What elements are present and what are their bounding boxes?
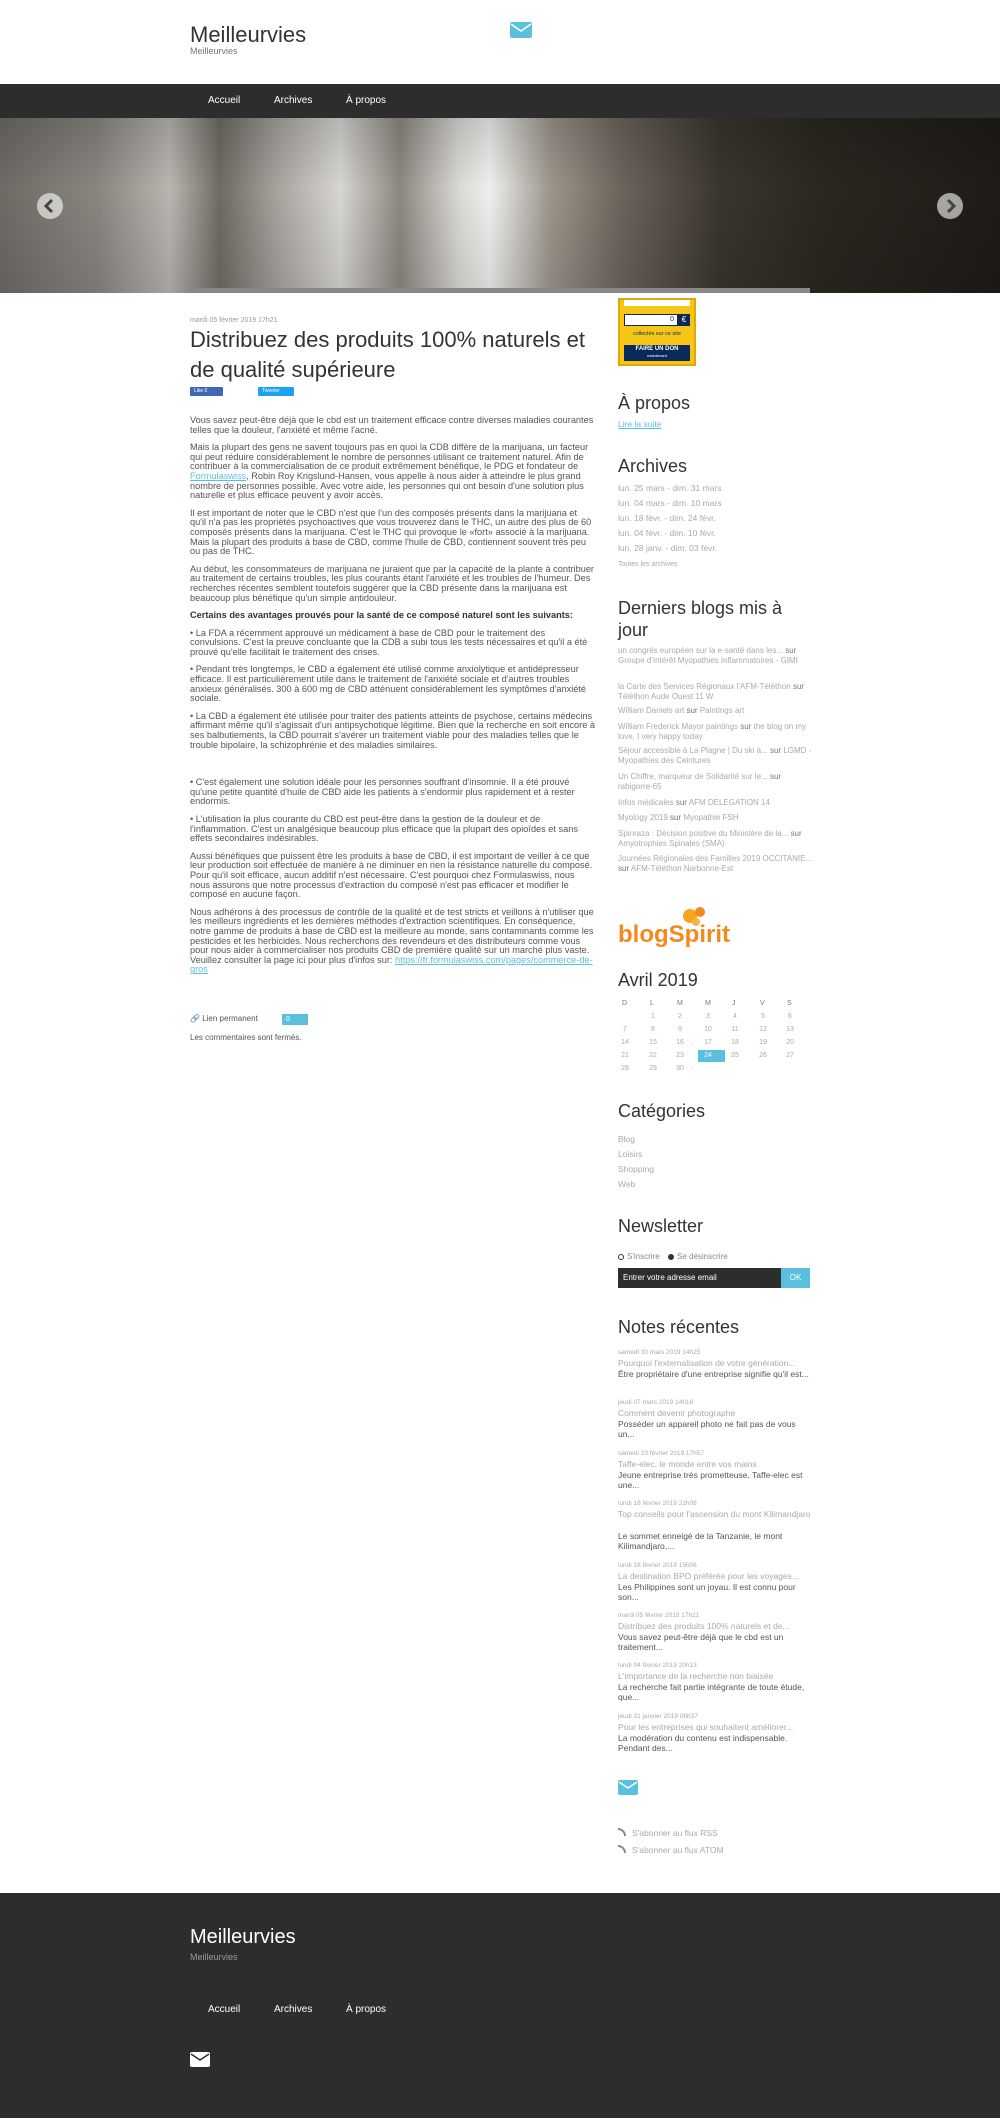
calendar-day[interactable]: 3 — [706, 1013, 710, 1020]
newsletter-heading: Newsletter — [618, 1216, 704, 1236]
blog-item[interactable]: la Carte des Services Régionaux l'AFM-Téléthon sur Téléthon Aude Ouest 11 W — [618, 682, 805, 701]
blog-item[interactable]: un congrès européen sur la e-santé dans les... sur Groupe d'Intérêt Myopathies Inflammatoires - GIMI — [618, 646, 798, 665]
rss-icon — [618, 1828, 626, 1836]
newsletter-ok-button[interactable]: OK — [781, 1268, 810, 1288]
note-title[interactable]: Taffe-elec, le monde entre vos mains — [618, 1459, 757, 1469]
slider-image — [0, 118, 1000, 293]
nav-item-archives[interactable]: Archives — [274, 95, 313, 106]
note-excerpt: La modération du contenu est indispensable. Pendant des... — [618, 1733, 788, 1753]
donation-amount: 0 — [624, 314, 678, 326]
note-title[interactable]: Pour les entreprises qui souhaitent améliorer... — [618, 1722, 794, 1732]
calendar-day[interactable]: 17 — [704, 1039, 712, 1046]
image-slider — [0, 118, 1000, 293]
site-subtitle: Meilleurvies — [190, 46, 238, 56]
note-title[interactable]: Pourquoi l'externalisation de votre génération... — [618, 1358, 796, 1368]
calendar-day[interactable]: 18 — [731, 1039, 739, 1046]
donation-widget — [618, 298, 696, 366]
calendar-day[interactable]: 20 — [786, 1039, 794, 1046]
wholesale-link[interactable]: https://fr.formulaswiss.com/pages/commerce-de-gros — [190, 954, 593, 975]
link-icon: 🔗 — [190, 1014, 200, 1023]
note-date: samedi 23 février 2019 17h57 — [618, 1450, 705, 1457]
calendar-day[interactable]: 27 — [786, 1052, 794, 1059]
calendar-day-header: D — [622, 1000, 628, 1007]
calendar-heading: Avril 2019 — [618, 970, 698, 990]
note-title[interactable]: Top conseils pour l'ascension du mont Kilimandjaro — [618, 1509, 811, 1519]
calendar-day[interactable]: 4 — [733, 1013, 737, 1020]
post-body — [190, 416, 595, 983]
all-archives-link[interactable]: Toutes les archives — [618, 561, 678, 568]
footer-site-title[interactable]: Meilleurvies — [190, 1926, 296, 1948]
footer-mail-icon[interactable] — [190, 2052, 210, 2072]
calendar-day[interactable]: 12 — [759, 1026, 767, 1033]
calendar-day-header: L — [650, 1000, 654, 1007]
donation-collected: collectés sur ce site — [633, 331, 681, 337]
site-footer — [0, 1893, 1000, 2118]
note-excerpt: La recherche fait partie intégrante de toute étude, que... — [618, 1682, 805, 1702]
benefit-item: • La FDA a récemment approuvé un médicament à base de CBD pour le traitement des convulsions. C'est la preuve concluante que la CDB a subi tous les tests nécessaires et qu'il a été prouvé qu'elle facilitait le traitement des crises. — [190, 627, 588, 657]
newsletter-email-input[interactable]: Entrer votre adresse email — [618, 1268, 781, 1288]
blog-item[interactable]: Journées Régionales des Familles 2019 OCCITANIE... sur AFM-Téléthon Narbonne-Est — [618, 854, 813, 873]
calendar-day[interactable]: 23 — [676, 1052, 684, 1059]
nav-item-accueil[interactable]: Accueil — [208, 95, 241, 106]
category-item[interactable]: Loisirs — [618, 1149, 643, 1159]
calendar-day[interactable]: 19 — [759, 1039, 767, 1046]
footer-nav-accueil[interactable]: Accueil — [208, 2004, 241, 2015]
note-excerpt: Vous savez peut-être déjà que le cbd est un traitement... — [618, 1632, 784, 1652]
atom-link[interactable]: S'abonner au flux ATOM — [618, 1845, 724, 1855]
category-item[interactable]: Blog — [618, 1134, 636, 1144]
calendar-day[interactable]: 14 — [621, 1039, 629, 1046]
post-paragraph: Au début, les consommateurs de marijuana ne juraient que par la capacité de la plante à contribuer au traitement de certains troubles, les plus courants étant l'anxiété et les troubles de l'humeur. Des recherches récentes semblent toutefois suggérer que la CBD présente dans la marijuana est beaucoup plus bénéfique qu'un simple antidouleur. — [190, 563, 594, 603]
note-date: jeudi 31 janvier 2019 06h37 — [618, 1713, 698, 1720]
mail-icon[interactable] — [510, 22, 532, 43]
about-read-more[interactable]: Lire la suite — [618, 419, 662, 429]
calendar-day[interactable]: 5 — [761, 1013, 765, 1020]
calendar-day[interactable]: 21 — [621, 1052, 629, 1059]
note-excerpt: Être propriétaire d'une entreprise signifie qu'il est... — [618, 1369, 809, 1379]
calendar-day[interactable]: 6 — [788, 1013, 792, 1020]
calendar-day[interactable]: 28 — [621, 1065, 629, 1072]
note-date: lundi 18 février 2019 22h08 — [618, 1500, 697, 1507]
calendar-day[interactable]: 16 — [676, 1039, 684, 1046]
subscribe-radio[interactable]: S'inscrire — [618, 1252, 660, 1261]
slider-next-icon[interactable] — [937, 193, 963, 219]
blogs-heading: Derniers blogs mis à — [618, 598, 783, 618]
calendar-day[interactable]: 8 — [651, 1026, 655, 1033]
unsubscribe-radio[interactable]: Se désinscrire — [668, 1252, 728, 1261]
archive-item[interactable]: lun. 28 janv. - dim. 03 févr. — [618, 543, 718, 553]
calendar-day-header: V — [760, 1000, 765, 1007]
calendar-day[interactable]: 7 — [623, 1026, 627, 1033]
archive-item[interactable]: lun. 18 févr. - dim. 24 févr. — [618, 513, 716, 523]
comment-count-badge[interactable]: 0 — [282, 1014, 308, 1025]
euro-icon: € — [678, 314, 690, 326]
note-title[interactable]: La destination BPO préférée pour les voyages... — [618, 1571, 799, 1581]
post-paragraph: Il est important de noter que le CBD n'est que l'un des composés présents dans la marijuana et qu'il n'a pas les propriétés psychoactives que vous trouverez dans le THC, un autre des plus de 60 composés présents dans la marijuana. C'est le THC qui provoque le «fort» associé à la marijuana. Mais la plupart des produits à base de CBD, comme l'huile de CBD, contiennent souvent très peu ou pas de THC. — [190, 507, 592, 557]
note-date: mardi 05 février 2019 17h21 — [618, 1612, 700, 1619]
calendar-day[interactable]: 15 — [649, 1039, 657, 1046]
benefit-item: • La CBD a également été utilisée pour traiter des patients atteints de psychose, certains médecins affirmant même qu'il s'agissait d'un antipsychotique légitime. Bien que la recherche en soit encore à ses balbutiements, la CBD pourrait s'avérer un traitement viable pour des maladies telles que le trouble bipolaire, la schizophrénie et des maladies similaires. — [190, 710, 595, 750]
calendar-day[interactable]: 29 — [649, 1065, 657, 1072]
post-paragraph: Vous savez peut-être déjà que le cbd est un traitement efficace contre diverses maladies courantes telles que la douleur, l'anxiété et même l'acné. — [190, 415, 594, 435]
blog-item[interactable]: William Frederick Mayor paintings sur the blog on my love, I very happy today — [618, 722, 807, 741]
blog-item[interactable]: Spinraza : Décision positive du Ministère de la... sur Amyotrophies Spinales (SMA) — [618, 829, 802, 848]
note-excerpt: Jeune entreprise très prometteuse, Taffe-elec est une... — [618, 1470, 803, 1490]
note-excerpt: Le sommet enneigé de la Tanzanie, le mont Kilimandjaro,... — [618, 1531, 783, 1551]
note-excerpt: Posséder un appareil photo ne fait pas de vous un... — [618, 1419, 796, 1439]
calendar-day-header: M — [705, 1000, 711, 1007]
archive-item[interactable]: lun. 04 mars - dim. 10 mars — [618, 498, 722, 508]
footer-site-subtitle: Meilleurvies — [190, 1952, 238, 1962]
note-excerpt: Les Philippines sont un joyau. Il est connu pour son... — [618, 1582, 796, 1602]
blog-item[interactable]: Séjour accessible à La Plagne | Du ski à... sur LGMD - Myopathies des Ceintures — [618, 746, 812, 765]
categories-heading: Catégories — [618, 1101, 706, 1121]
nav-item-a-propos[interactable]: À propos — [346, 95, 387, 106]
formulaswiss-link[interactable]: Formulaswiss — [190, 470, 247, 481]
benefit-item: • Pendant très longtemps, le CBD a également été utilisé comme anxiolytique et antidépresseur efficace. Il est particulièrement utile dans le traitement de l'anxiété sociale et d'autres troubles anxieux généralisés. 300 à 600 mg de CBD atténuent considérablement les symptômes d'anxiété sociale. — [190, 664, 587, 704]
footer-nav-archives[interactable]: Archives — [274, 2004, 313, 2015]
note-date: lundi 18 février 2019 15h06 — [618, 1562, 697, 1569]
slider-prev-icon[interactable] — [37, 193, 63, 219]
mail-icon[interactable] — [618, 1780, 638, 1800]
archive-item[interactable]: lun. 04 févr. - dim. 10 févr. — [618, 528, 716, 538]
rss-icon — [618, 1845, 626, 1853]
about-heading: À propos — [618, 393, 691, 413]
benefits-heading: Certains des avantages prouvés pour la santé de ce composé naturel sont les suivants: — [190, 610, 573, 621]
post-paragraph: Nous adhérons à des processus de contrôle de la qualité et de test stricts et veillons à n'utiliser que les meilleurs ingrédients et les dernières méthodes d'extraction scientifiques. En conséquence, notre gamme de produits à base de CBD est la meilleure au monde, sans contaminants comme les pesticides et les herbicides. Nous recherchons des revendeurs et des distributeurs comme vous pour nous aider à commercialiser nos produits CBD de première qualité sur un marché plus vaste. Veuillez consulter la page ici pour plus d'infos sur: https://fr.formulaswiss.com/pages/commerce-de-gros — [190, 906, 594, 975]
calendar-day[interactable]: 1 — [651, 1013, 655, 1020]
recent-notes-heading: Notes récentes — [618, 1317, 740, 1337]
note-title[interactable]: Distribuez des produits 100% naturels et de... — [618, 1621, 790, 1631]
calendar-day-header: J — [732, 1000, 736, 1007]
calendar-day[interactable]: 13 — [786, 1026, 794, 1033]
blogs-heading-2: jour — [618, 620, 649, 640]
calendar-day[interactable]: 9 — [678, 1026, 682, 1033]
archives-heading: Archives — [618, 456, 688, 476]
calendar-day[interactable]: 26 — [759, 1052, 767, 1059]
calendar-day[interactable]: 25 — [731, 1052, 739, 1059]
note-title[interactable]: Comment devenir photographe — [618, 1408, 736, 1418]
blog-item[interactable]: Un Chiffre, marqueur de Solidarité sur le... sur rabigorre-65 — [618, 772, 782, 791]
calendar-day[interactable]: 30 — [676, 1065, 684, 1072]
note-date: jeudi 07 mars 2019 14h16 — [618, 1399, 694, 1406]
rss-link[interactable]: S'abonner au flux RSS — [618, 1828, 718, 1838]
tweet-button[interactable]: Tweeter — [258, 387, 294, 396]
permalink[interactable]: 🔗 Lien permanent — [190, 1014, 258, 1023]
archive-item[interactable]: lun. 25 mars - dim. 31 mars — [618, 483, 722, 493]
note-date: lundi 04 février 2019 20h13 — [618, 1662, 697, 1669]
calendar-day[interactable]: 10 — [704, 1026, 712, 1033]
site-header — [0, 0, 1000, 84]
site-title[interactable]: Meilleurvies — [190, 22, 307, 47]
note-title[interactable]: L'importance de la recherche non biaisée — [618, 1671, 774, 1681]
comments-closed-note: Les commentaires sont fermés. — [190, 1033, 302, 1042]
blog-item[interactable]: Infos médicales sur AFM DELEGATION 14 — [618, 798, 770, 807]
benefit-item: • L'utilisation la plus courante du CBD est peut-être dans la gestion de la douleur et de l'inflammation. C'est un analgésique beaucoup plus efficace que la plupart des opioïdes et sans effets secondaires indésirables. — [190, 814, 578, 844]
post-title[interactable]: Distribuez des produits 100% naturels et de qualité supérieure — [190, 327, 585, 382]
post-date: mardi 05 février 2019 17h21 — [190, 317, 278, 324]
facebook-like-button[interactable]: Like 0 — [190, 387, 223, 396]
benefit-item: • C'est également une solution idéale pour les personnes souffrant d'insomnie. Il a été prouvé qu'une petite quantité d'huile de CBD aide les patients à s'endormir plus rapidement et à rester endormis. — [190, 777, 575, 807]
blogspirit-wordmark: blogSpirit — [618, 921, 730, 948]
slider-progress — [190, 288, 810, 293]
radio-selected-icon — [668, 1254, 674, 1260]
note-date: samedi 30 mars 2019 14h25 — [618, 1349, 701, 1356]
post-paragraph: Aussi bénéfiques que puissent être les produits à base de CBD, il est important de veiller à ce que leur production soit effectuée de manière à ne diminuer en rien la résistance naturelle du composé. Pour qu'il soit efficace, aucun additif n'est nécessaire. C'est pourquoi chez Formulaswiss, nous nous assurons que notre processus d'extraction du composé n'est pas efficacer et modifier le composé en aucune façon. — [190, 850, 593, 900]
post-paragraph: Mais la plupart des gens ne savent toujours pas en quoi la CDB diffère de la marijuana, un facteur qui peut réduire considérablement le nombre de personnes utilisant ce traitement naturel. Afin de contribuer à la commercialisation de ce produit extrêmement bénéfique, le PDG et fondateur de Formulaswiss, Robin Roy Krigslund-Hansen, vous appelle à nous aider à atteindre le plus grand nombre de personnes possible. Avec votre aide, les personnes qui ont besoin d'une solution plus naturelle et plus efficace peuvent y avoir accès. — [190, 442, 589, 501]
calendar-day[interactable]: 24 — [704, 1052, 712, 1059]
main-nav — [0, 84, 1000, 118]
calendar-day-header: M — [677, 1000, 683, 1007]
donation-logo — [624, 300, 690, 306]
blog-item[interactable]: Myology 2019 sur Myopathie FSH — [618, 813, 739, 822]
donate-button[interactable]: FAIRE UN DON maintenant — [624, 345, 690, 361]
category-item[interactable]: Shopping — [618, 1164, 654, 1174]
calendar-day-header: S — [787, 1000, 792, 1007]
blog-item[interactable]: William Daniels art sur Paintings art — [618, 706, 745, 715]
blogspirit-logo[interactable] — [618, 904, 730, 948]
calendar-day[interactable]: 2 — [678, 1013, 682, 1020]
category-item[interactable]: Web — [618, 1179, 636, 1189]
calendar-day[interactable]: 11 — [731, 1026, 739, 1033]
footer-nav-a-propos[interactable]: À propos — [346, 2004, 387, 2015]
calendar-day[interactable]: 22 — [649, 1052, 657, 1059]
radio-unselected-icon — [618, 1254, 624, 1260]
